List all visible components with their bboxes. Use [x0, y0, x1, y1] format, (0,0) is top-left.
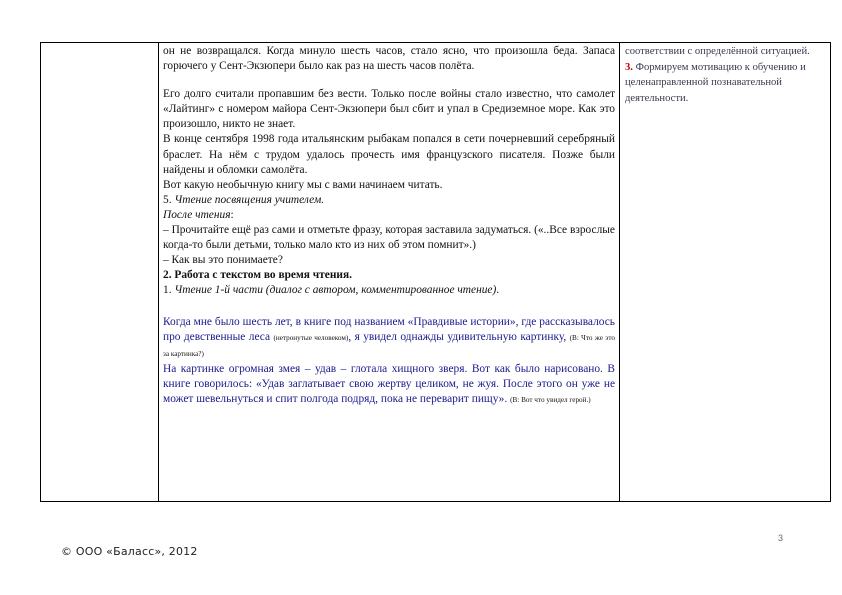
- teacher-note: (В: Что же это за картинка?): [163, 333, 615, 358]
- quote-paragraph-1: Когда мне было шесть лет, в книге под названием «Правдивые истории», где рассказывалось про девственные леса (нетронутые человеком), я увидел однажды удивительную картинку, (В: Что же это за картинка?): [163, 315, 615, 358]
- content-text: [163, 44, 615, 408]
- section-heading: 2. Работа с текстом во время чтения.: [163, 269, 352, 282]
- step-1: 1. Чтение 1-й части (диалог с автором, комментированное чтение).: [163, 284, 500, 297]
- paragraph-bracelet: В конце сентября 1998 года итальянским рыбакам попался в сети почерневший серебряный браслет. На нём с трудом удалось прочесть имя французского писателя. Позже были найдены и обломки самолёта.: [163, 133, 615, 176]
- lesson-table: [40, 42, 831, 502]
- step-5: 5. Чтение посвящения учителем.: [163, 193, 325, 206]
- outcome-item-3: 3. Формируем мотивацию к обучению и целенаправленной познавательной деятельности.: [625, 61, 806, 104]
- table-cell-outcomes: [620, 43, 830, 501]
- after-reading-label: После чтения:: [163, 208, 234, 221]
- quote-paragraph-2: На картинке огромная змея – удав – глотала хищного зверя. Вот как было нарисовано. В книге говорилось: «Удав заглатывает свою жертву целиком, не жуя. После этого он уже не может шевельнуться и спит полгода подряд, пока не переварит пищу». (В: Вот что увидел герой.): [163, 362, 615, 405]
- teacher-note: (нетронутые человеком): [273, 333, 349, 342]
- table-cell-content: [159, 43, 620, 501]
- paragraph-disappearance: он не возвращался. Когда минуло шесть часов, стало ясно, что произошла беда. Запаса горючего у Сент-Экзюпери было как раз на шесть часов полёта.: [163, 45, 615, 73]
- page-number: 3: [778, 533, 784, 543]
- question-understanding: – Как вы это понимаете?: [163, 254, 283, 267]
- outcome-line: соответствии с определённой ситуацией.: [625, 46, 810, 57]
- table-cell-stage: [41, 43, 159, 501]
- footer-copyright: © ООО «Баласс», 2012: [61, 545, 198, 558]
- paragraph-book-intro: Вот какую необычную книгу мы с вами начинаем читать.: [163, 178, 443, 191]
- outcomes-text: [625, 44, 825, 106]
- paragraph-missing: Его долго считали пропавшим без вести. Только после войны стало известно, что самолет «Лайтинг» с номером майора Сент-Экзюпери был сбит и упал в Средиземное море. Как это произошло, никто не знает.: [163, 88, 615, 131]
- teacher-note: (В: Вот что увидел герой.): [510, 395, 591, 404]
- question-phrase: – Прочитайте ещё раз сами и отметьте фразу, которая заставила задуматься. («..Все взрослые когда-то были детьми, только мало кто из них об этом помнит».): [163, 224, 615, 252]
